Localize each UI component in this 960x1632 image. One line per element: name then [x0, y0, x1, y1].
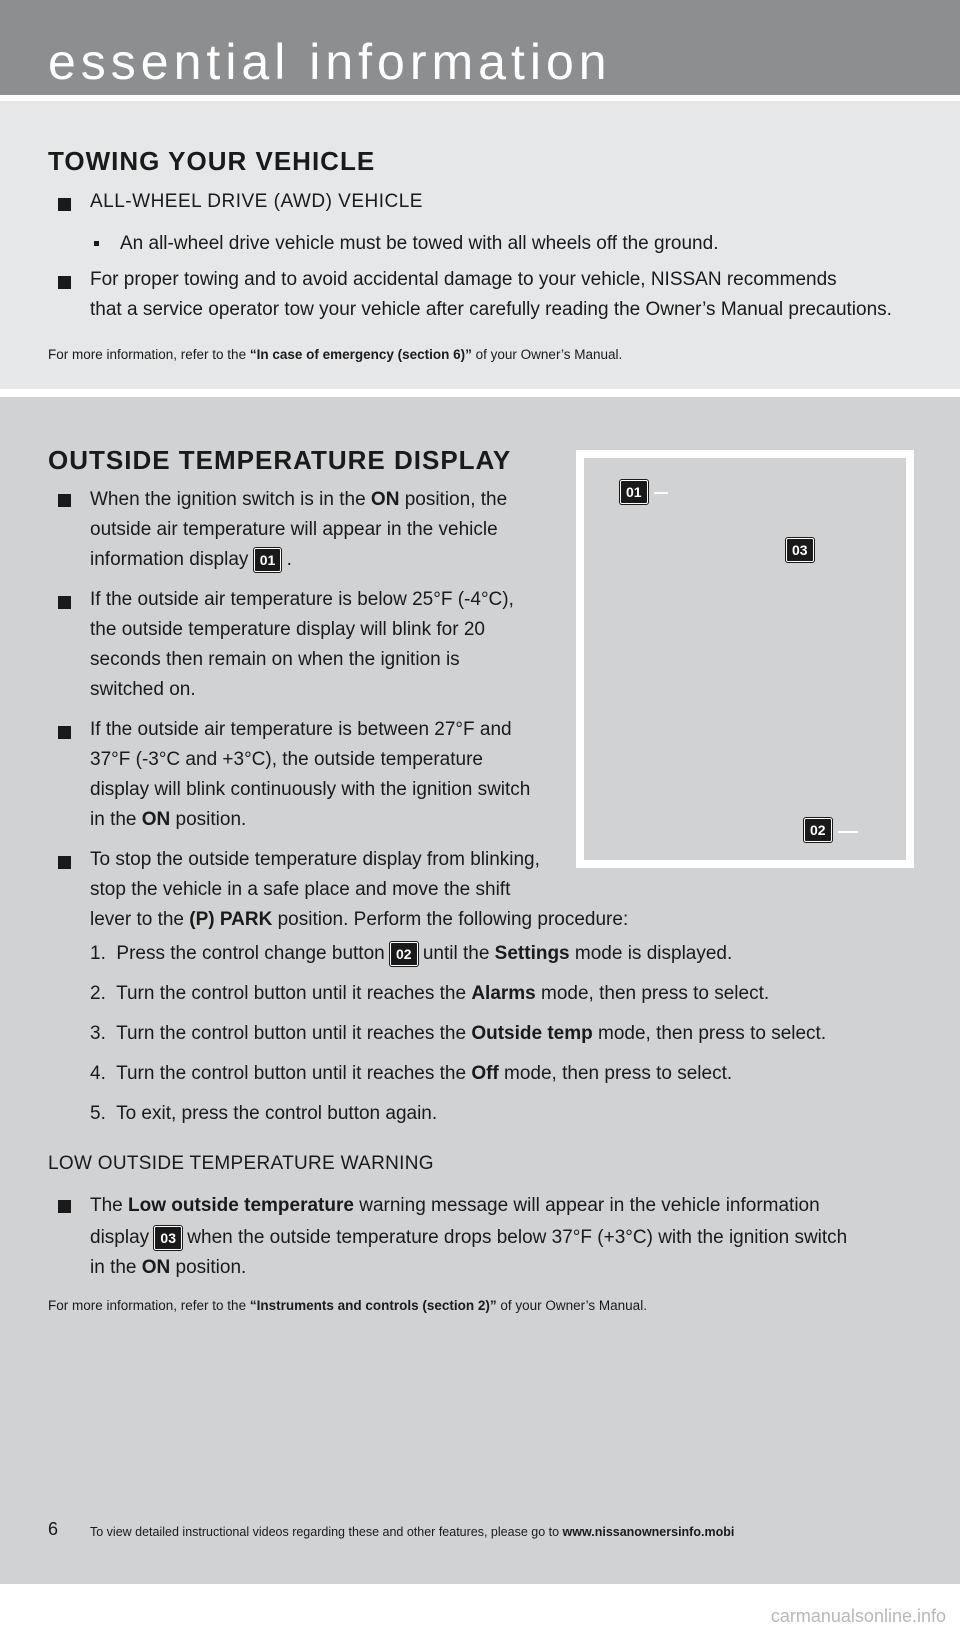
text-run: position.	[170, 1257, 247, 1278]
awd-bullet-text: An all-wheel drive vehicle must be towed with all wheels off the ground.	[120, 233, 719, 254]
temp-b4-line1: To stop the outside temperature display from blinking,	[90, 849, 540, 870]
figure-callout-02	[804, 818, 832, 842]
text-run: Turn the control button until it reaches the	[116, 1023, 472, 1044]
page-number: 6	[48, 1519, 59, 1539]
step-number: 2.	[90, 983, 106, 1004]
footer-url-link[interactable]: www.nissanownersinfo.mobi	[562, 1525, 735, 1539]
temp-b1-line3	[90, 544, 292, 576]
more-info-suffix: of your Owner’s Manual.	[471, 347, 623, 362]
bullet-square-icon	[58, 276, 71, 289]
procedure-step-2	[90, 978, 769, 1010]
temperature-more-info	[48, 1297, 647, 1315]
page-title: essential information	[48, 34, 612, 90]
step-number: 1.	[90, 943, 106, 964]
awd-label: ALL-WHEEL DRIVE (AWD) VEHICLE	[90, 191, 423, 212]
on-label: ON	[370, 489, 400, 510]
bullet-square-icon	[58, 856, 71, 869]
procedure-step-3	[90, 1018, 826, 1050]
step-number: 5.	[90, 1103, 106, 1124]
display-figure	[576, 450, 914, 868]
bullet-dot-icon	[94, 241, 99, 246]
text-run: display	[90, 1227, 155, 1248]
text-run: Press the control change button	[116, 943, 390, 964]
step-number: 3.	[90, 1023, 106, 1044]
text-run: information display	[90, 549, 254, 570]
temp-b3-line4	[90, 804, 246, 836]
callout-badge-02: 02	[804, 818, 832, 842]
procedure-step-5	[90, 1098, 437, 1130]
temp-b1-line2: outside air temperature will appear in the vehicle	[90, 519, 498, 540]
page-header	[0, 0, 960, 95]
low-temp-line1	[90, 1190, 820, 1222]
temp-b2-line3: seconds then remain on when the ignition is	[90, 649, 460, 670]
text-run: until the	[417, 943, 495, 964]
procedure-step-1	[90, 938, 732, 970]
on-label: ON	[141, 1257, 171, 1278]
callout-badge-01: 01	[254, 548, 282, 572]
text-run: mode is displayed.	[569, 943, 733, 964]
figure-callout-01	[620, 480, 648, 504]
text-run: in the	[90, 1257, 142, 1278]
text-run: position.	[170, 809, 247, 830]
on-label: ON	[141, 809, 171, 830]
watermark: carmanualsonline.info	[770, 1606, 946, 1626]
bullet-square-icon	[58, 726, 71, 739]
footer-note-text: To view detailed instructional videos regarding these and other features, please go to	[90, 1525, 563, 1539]
temp-b2-line2: the outside temperature display will blink for 20	[90, 619, 485, 640]
text-run: The	[90, 1195, 129, 1216]
text-run: mode, then press to select.	[592, 1023, 827, 1044]
mode-name: Off	[471, 1063, 499, 1084]
more-info-prefix: For more information, refer to the	[48, 347, 250, 362]
towing-rec-line1: For proper towing and to avoid accidental damage to your vehicle, NISSAN recommends	[90, 269, 837, 290]
footer-note	[90, 1525, 734, 1539]
figure-image-area	[584, 458, 906, 860]
more-info-reference: “In case of emergency (section 6)”	[249, 347, 472, 362]
towing-rec-line2: that a service operator tow your vehicle after carefully reading the Owner’s Manual precautions.	[90, 299, 892, 320]
callout-badge-03: 03	[786, 538, 814, 562]
text-run: when the outside temperature drops below 37°F (+3°C) with the ignition switch	[182, 1227, 848, 1248]
temp-b3-line3: display will blink continuously with the ignition switch	[90, 779, 531, 800]
text-run: lever to the	[90, 909, 190, 930]
figure-callout-03	[786, 538, 814, 562]
more-info-prefix: For more information, refer to the	[48, 1298, 250, 1313]
text-run: When the ignition switch is in the	[90, 489, 371, 510]
low-temp-heading: LOW OUTSIDE TEMPERATURE WARNING	[48, 1153, 434, 1174]
callout-badge-03: 03	[154, 1226, 182, 1250]
text-run: warning message will appear in the vehicle information	[353, 1195, 820, 1216]
park-label: (P) PARK	[189, 909, 273, 930]
warning-name: Low outside temperature	[128, 1195, 354, 1216]
text-run: position. Perform the following procedure:	[272, 909, 629, 930]
bullet-square-icon	[58, 596, 71, 609]
callout-badge-01: 01	[620, 480, 648, 504]
low-temp-line3	[90, 1252, 246, 1284]
mode-name: Outside temp	[471, 1023, 593, 1044]
temp-b1-line1	[90, 484, 507, 516]
bullet-square-icon	[58, 198, 71, 211]
callout-badge-02: 02	[390, 942, 418, 966]
text-run: Turn the control button until it reaches the	[116, 1063, 472, 1084]
mode-name: Settings	[494, 943, 570, 964]
temp-b4-line2: stop the vehicle in a safe place and move the shift	[90, 879, 511, 900]
text-run: .	[286, 549, 292, 570]
temp-b3-line1: If the outside air temperature is between 27°F and	[90, 719, 512, 740]
callout-leader-line	[838, 831, 858, 833]
towing-more-info	[48, 346, 622, 364]
low-temp-line2	[90, 1222, 847, 1254]
more-info-suffix: of your Owner’s Manual.	[496, 1298, 647, 1313]
temp-b2-line1: If the outside air temperature is below 25°F (-4°C),	[90, 589, 514, 610]
text-run: mode, then press to select.	[498, 1063, 733, 1084]
bullet-square-icon	[58, 1200, 71, 1213]
more-info-reference: “Instruments and controls (section 2)”	[249, 1298, 497, 1313]
procedure-step-4	[90, 1058, 732, 1090]
temp-b3-line2: 37°F (-3°C and +3°C), the outside temperature	[90, 749, 483, 770]
temperature-heading: OUTSIDE TEMPERATURE DISPLAY	[48, 445, 512, 475]
text-run: mode, then press to select.	[535, 983, 770, 1004]
towing-heading: TOWING YOUR VEHICLE	[48, 146, 376, 176]
text-run: in the	[90, 809, 142, 830]
text-run: position, the	[399, 489, 508, 510]
text-run: Turn the control button until it reaches the	[116, 983, 472, 1004]
step-number: 4.	[90, 1063, 106, 1084]
text-run: To exit, press the control button again.	[116, 1103, 438, 1124]
temp-b2-line4: switched on.	[90, 679, 196, 700]
bullet-square-icon	[58, 494, 71, 507]
mode-name: Alarms	[471, 983, 536, 1004]
temp-b4-line3	[90, 904, 628, 936]
callout-leader-line	[654, 492, 668, 494]
